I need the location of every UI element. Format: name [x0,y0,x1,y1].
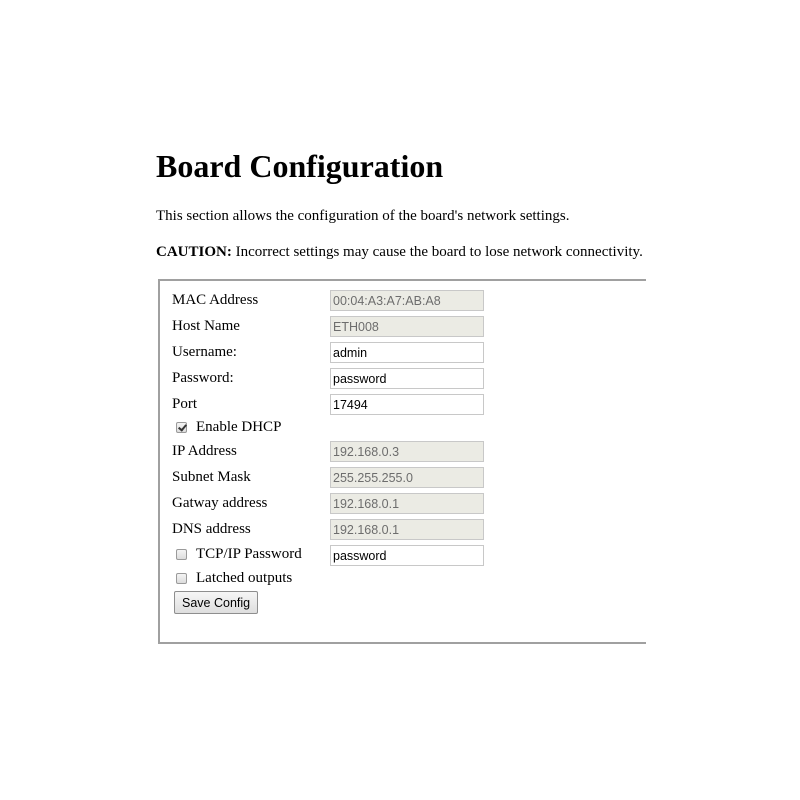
subnet-mask-label: Subnet Mask [172,469,251,485]
dns-address-label: DNS address [172,521,251,537]
gateway-address-field [330,493,484,514]
tcp-password-field[interactable] [330,545,484,566]
password-label: Password: [172,370,234,386]
host-name-label: Host Name [172,318,240,334]
port-label: Port [172,396,198,412]
caution-note [156,242,643,262]
subnet-mask-field [330,467,484,488]
dhcp-checkbox[interactable] [176,422,187,433]
mac-address-label: MAC Address [172,292,259,308]
tcp-password-label: TCP/IP Password [196,546,302,562]
username-label: Username: [172,344,237,360]
port-field[interactable] [330,394,484,415]
username-field[interactable] [330,342,484,363]
ip-address-field [330,441,484,462]
page-title: Board Configuration [156,148,444,184]
mac-address-field [330,290,484,311]
dhcp-label: Enable DHCP [196,419,282,435]
dns-address-field [330,519,484,540]
gateway-address-label: Gatway address [172,495,268,511]
save-config-button[interactable]: Save Config [174,591,258,614]
host-name-field [330,316,484,337]
caution-text: Incorrect settings may cause the board to lose network connectivity. [231,244,643,260]
ip-address-label: IP Address [172,443,237,459]
password-field[interactable] [330,368,484,389]
latched-outputs-option[interactable] [176,569,292,587]
caution-label: CAUTION: [156,244,232,260]
intro-text: This section allows the configuration of the board's network settings. [156,208,570,224]
tcp-password-option[interactable] [176,545,302,563]
tcp-password-checkbox[interactable] [176,549,187,560]
dhcp-option[interactable] [176,418,281,436]
latched-outputs-checkbox[interactable] [176,573,187,584]
latched-outputs-label: Latched outputs [196,570,293,586]
